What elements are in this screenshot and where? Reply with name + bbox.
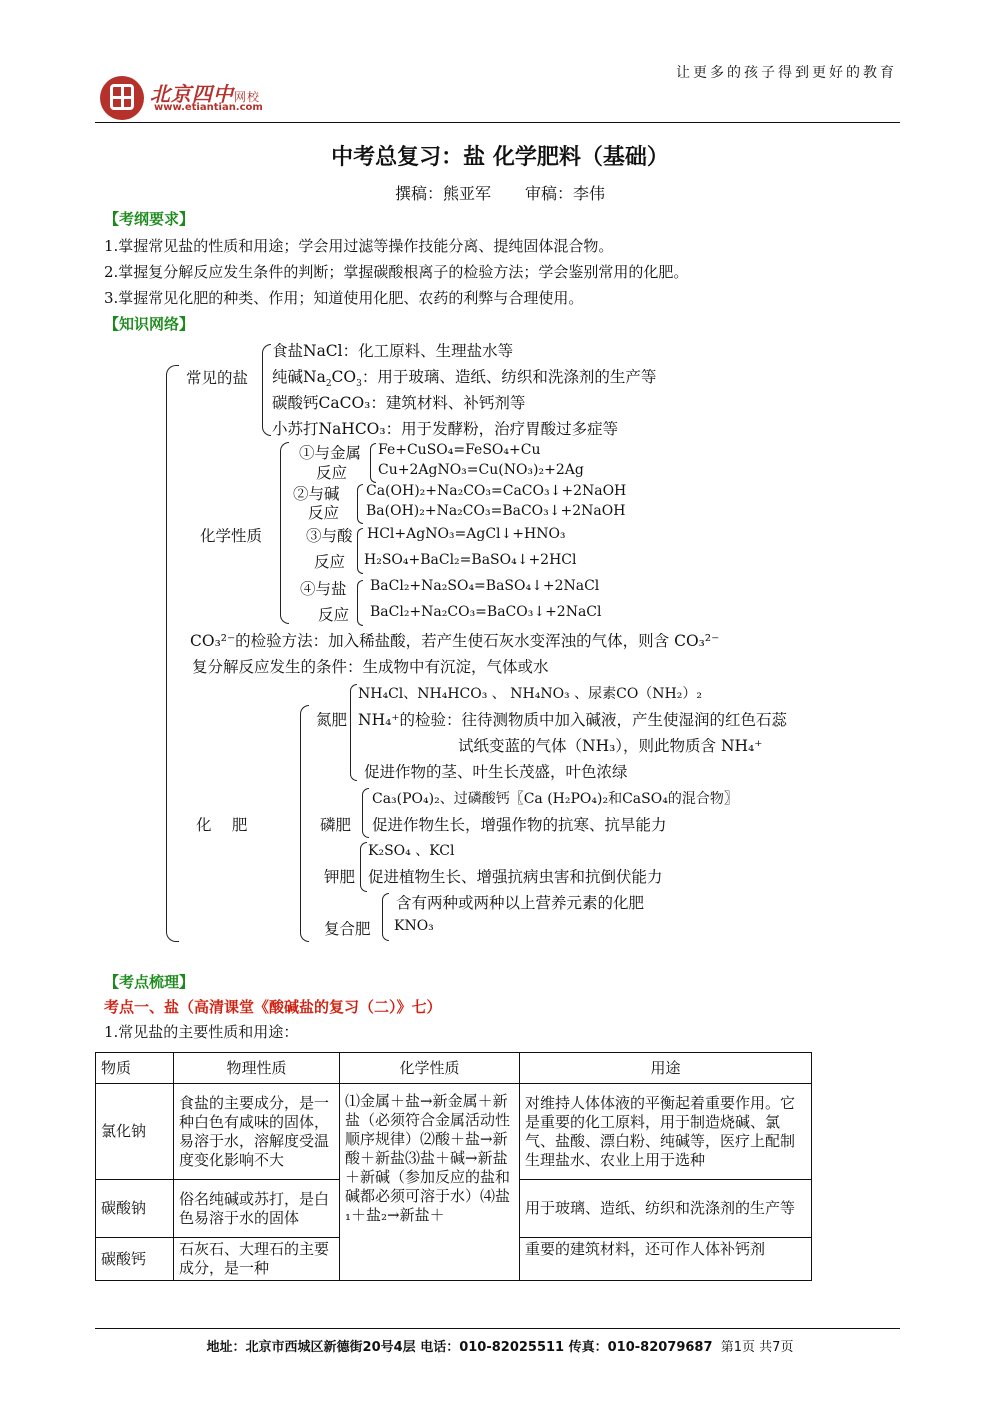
net-r2-b: 反应 (308, 504, 340, 522)
table-header: 物质 (96, 1053, 174, 1084)
net-k-2: 促进植物生长、增强抗病虫害和抗倒伏能力 (368, 868, 663, 886)
fert-brace (300, 705, 309, 942)
table-cell-chem: ⑴金属＋盐→新金属＋新盐（必须符合金属活动性顺序规律）⑵酸＋盐→新酸＋新盐⑶盐＋碱→新盐＋新碱（参加反应的盐和碱都必须可溶于水）⑷盐₁＋盐₂→新盐＋ (340, 1084, 520, 1281)
authors: 撰稿：熊亚军 审稿：李伟 (394, 184, 606, 203)
section-kaodian: 【考点梳理】 (104, 973, 195, 991)
table-cell: 碳酸钠 (96, 1180, 174, 1238)
net-k-label: 钾肥 (324, 868, 356, 886)
net-eq-4: Ba(OH)₂+Na₂CO₃=BaCO₃↓+2NaOH (366, 503, 626, 519)
net-n-1: NH₄Cl、NH₄HCO₃ 、 NH₄NO₃ 、尿素CO（NH₂）₂ (358, 686, 702, 702)
footer-address: 地址：北京市西城区新德街20号4层 电话：010-82025511 传真：010-82079687 (206, 1340, 713, 1355)
net-common-salt: 常见的盐 (186, 369, 249, 387)
net-fenjie: 复分解反应发生的条件：生成物中有沉淀，气体或水 (192, 658, 549, 676)
table-row (96, 1084, 812, 1180)
network-main-brace (166, 365, 179, 942)
header-divider (95, 122, 900, 123)
table-cell: 用于玻璃、造纸、纺织和洗涤剂的生产等 (520, 1180, 812, 1238)
table-header-row (96, 1053, 812, 1084)
footer-page: 第1页 共7页 (720, 1340, 794, 1355)
footer (0, 1336, 1000, 1355)
logo-name: 北京四中网校 (150, 82, 261, 106)
net-n-2: NH₄⁺的检验：往待测物质中加入碱液，产生使湿润的红色石蕊 (358, 711, 787, 729)
kaogang-item-2: 2.掌握复分解反应发生条件的判断；掌握碳酸根离子的检验方法；学会鉴别常用的化肥。 (104, 263, 689, 281)
k-brace (360, 842, 367, 892)
net-r1-a: ①与金属 (299, 444, 362, 462)
net-c-2: KNO₃ (394, 918, 434, 934)
net-fertilizer: 化 肥 (196, 816, 248, 834)
net-eq-5: HCl+AgNO₃=AgCl↓+HNO₃ (367, 526, 566, 542)
section-kaogang: 【考纲要求】 (104, 210, 195, 228)
net-salt-1: 食盐NaCl：化工原料、生理盐水等 (272, 342, 514, 360)
salt-properties-table (95, 1052, 812, 1281)
net-eq-1: Fe+CuSO₄=FeSO₄+Cu (378, 442, 541, 458)
kaodian-1-heading: 考点一、盐（高清课堂《酸碱盐的复习（二）》七） (104, 998, 442, 1016)
net-r4-a: ④与盐 (300, 580, 347, 598)
net-chem-prop: 化学性质 (200, 527, 263, 545)
net-r3-b: 反应 (314, 553, 346, 571)
net-p-1: Ca₃(PO₄)₂、过磷酸钙〖Ca (H₂PO₄)₂和CaSO₄的混合物〗 (372, 791, 738, 807)
net-r2-a: ②与碱 (293, 485, 340, 503)
salt-brace (262, 344, 271, 436)
header-slogan: 让更多的孩子得到更好的教育 (676, 65, 897, 81)
footer-divider (95, 1328, 900, 1329)
net-c-1: 含有两种或两种以上营养元素的化肥 (396, 894, 645, 912)
table-cell: 碳酸钙 (96, 1238, 174, 1281)
table-header: 用途 (520, 1053, 812, 1084)
logo-icon (100, 76, 144, 120)
table-header: 化学性质 (340, 1053, 520, 1084)
kaodian-sub-1: 1.常见盐的主要性质和用途： (104, 1023, 299, 1041)
net-p-label: 磷肥 (320, 816, 352, 834)
r4-brace (357, 580, 363, 626)
net-r3-a: ③与酸 (306, 527, 353, 545)
section-zhishi: 【知识网络】 (104, 315, 195, 333)
net-salt-2: 纯碱$Na_2CO_3$：用于玻璃、造纸、纺织和洗涤剂的生产等 (272, 368, 657, 390)
net-eq-6: H₂SO₄+BaCl₂=BaSO₄↓+2HCl (364, 552, 577, 568)
c-brace (382, 893, 389, 941)
net-eq-3: Ca(OH)₂+Na₂CO₃=CaCO₃↓+2NaOH (366, 483, 627, 499)
table-cell: 氯化钠 (96, 1084, 174, 1180)
net-r4-b: 反应 (318, 606, 350, 624)
net-salt-4: 小苏打NaHCO₃：用于发酵粉，治疗胃酸过多症等 (272, 420, 619, 438)
net-k-1: K₂SO₄ 、KCl (368, 843, 455, 859)
n-brace (350, 684, 357, 781)
table-cell: 食盐的主要成分，是一种白色有咸味的固体，易溶于水，溶解度受温度变化影响不大 (174, 1084, 340, 1180)
table-cell: 对维持人体体液的平衡起着重要作用。它是重要的化工原料，用于制造烧碱、氯气、盐酸、漂白粉、纯碱等，医疗上配制生理盐水、农业上用于选种 (520, 1084, 812, 1180)
net-n-4: 促进作物的茎、叶生长茂盛，叶色浓绿 (364, 763, 628, 781)
kaogang-item-3: 3.掌握常见化肥的种类、作用；知道使用化肥、农药的利弊与合理使用。 (104, 289, 584, 307)
net-r1-b: 反应 (316, 464, 348, 482)
table-header: 物理性质 (174, 1053, 340, 1084)
kaogang-item-1: 1.掌握常见盐的性质和用途；学会用过滤等操作技能分离、提纯固体混合物。 (104, 237, 614, 255)
r2-brace (357, 484, 363, 524)
table-cell: 重要的建筑材料，还可作人体补钙剂 (520, 1238, 812, 1281)
net-co3-test: CO₃²⁻的检验方法：加入稀盐酸，若产生使石灰水变浑浊的气体，则含 CO₃²⁻ (190, 632, 720, 650)
net-eq-8: BaCl₂+Na₂CO₃=BaCO₃↓+2NaCl (370, 604, 602, 620)
net-n-label: 氮肥 (316, 711, 348, 729)
net-n-3: 试纸变蓝的气体（NH₃），则此物质含 NH₄⁺ (458, 737, 763, 755)
p-brace (362, 788, 369, 838)
net-eq-2: Cu+2AgNO₃=Cu(NO₃)₂+2Ag (378, 462, 584, 478)
logo (100, 76, 320, 120)
table-cell: 俗名纯碱或苏打，是白色易溶于水的固体 (174, 1180, 340, 1238)
r1-brace (370, 443, 376, 483)
net-salt-3: 碳酸钙CaCO₃：建筑材料、补钙剂等 (272, 394, 526, 412)
chem-brace (280, 442, 289, 624)
logo-url: www.etiantian.com (154, 102, 263, 113)
net-p-2: 促进作物生长，增强作物的抗寒、抗旱能力 (372, 816, 667, 834)
net-eq-7: BaCl₂+Na₂SO₄=BaSO₄↓+2NaCl (370, 578, 600, 594)
net-c-label: 复合肥 (324, 920, 371, 938)
table-cell: 石灰石、大理石的主要成分，是一种 (174, 1238, 340, 1281)
page-title: 中考总复习：盐 化学肥料（基础） (331, 145, 669, 170)
r3-brace (357, 528, 363, 574)
